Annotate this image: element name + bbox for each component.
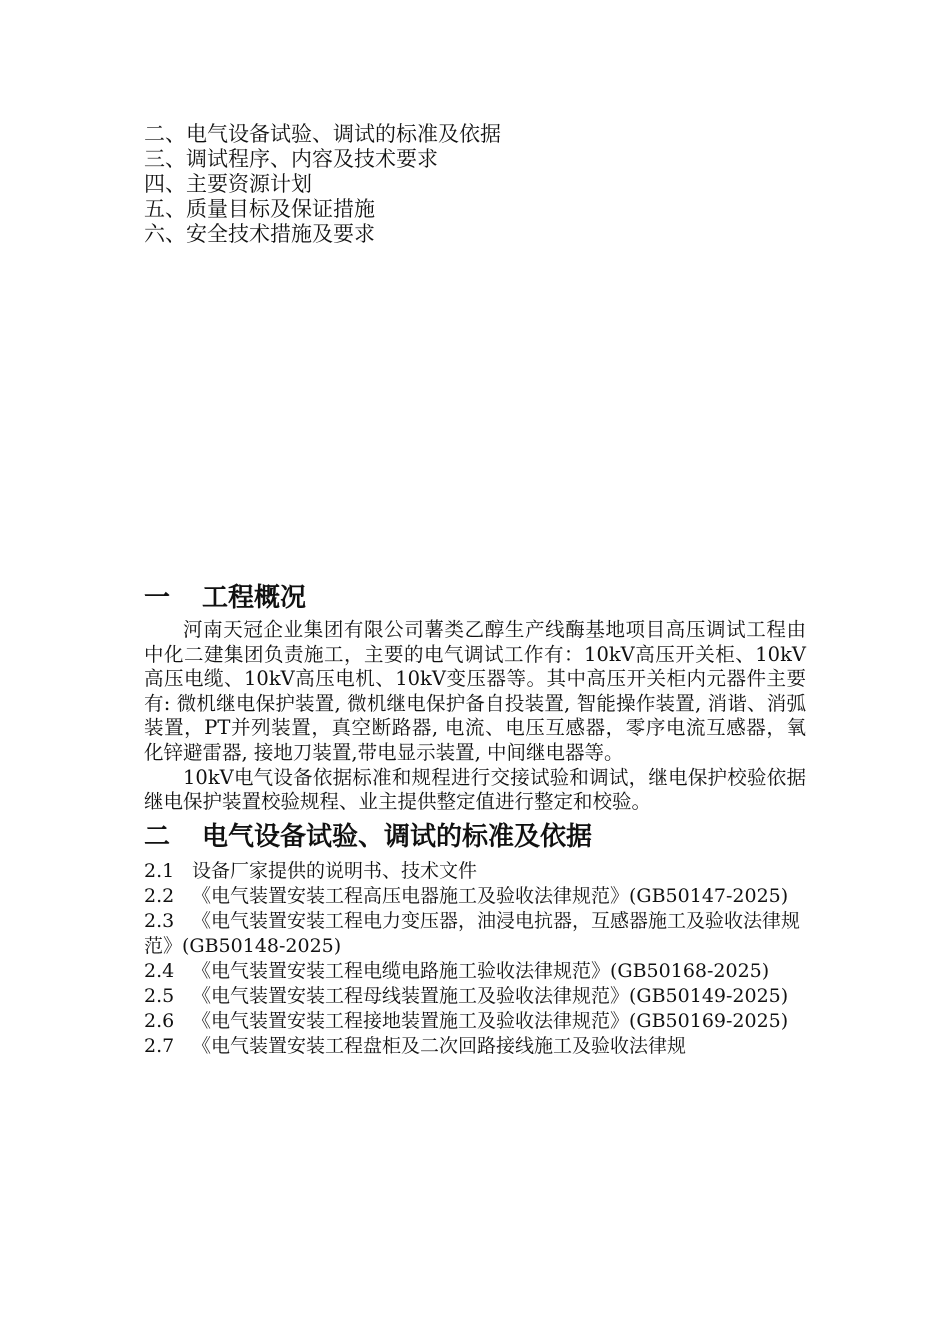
item-text: 《电气装置安装工程电缆电路施工验收法律规范》(GB50168-2025) <box>192 959 770 982</box>
section-heading-standards <box>144 815 806 859</box>
list-item <box>144 1009 806 1034</box>
list-item <box>144 909 806 959</box>
section-number: 二 <box>144 821 171 852</box>
list-item <box>144 1034 806 1059</box>
section-number: 一 <box>144 583 171 613</box>
overview-paragraph: 河南天冠企业集团有限公司薯类乙醇生产线酶基地项目高压调试工程由中化二建集团负责施工，主要的电气调试工作有：10kV高压开关柜、10kV高压电缆、10kV高压电机、10kV变压器等。其中高压开关柜内元器件主要有: 微机继电保护装置, 微机继电保护备自投装置, 智能操作装置, 消谐、消弧装置，PT并列装置，真空断路器, 电流、电压互感器，零序电流互感器，氧化锌避雷器, 接地刀装置,带电显示装置, 中间继电器等。 <box>144 618 806 764</box>
item-number: 2.2 <box>144 884 175 907</box>
toc-item: 二、电气设备试验、调试的标准及依据 <box>144 122 501 146</box>
toc-item: 五、质量目标及保证措施 <box>144 197 375 221</box>
toc-item: 三、调试程序、内容及技术要求 <box>144 147 438 171</box>
item-text: 《电气装置安装工程接地装置施工及验收法律规范》(GB50169-2025) <box>192 1009 789 1032</box>
item-number: 2.5 <box>144 984 175 1007</box>
item-text: 《电气装置安装工程电力变压器，油浸电抗器，互感器施工及验收法律规范》(GB50148-2025) <box>144 909 801 957</box>
overview-paragraph: 10kV电气设备依据标准和规程进行交接试验和调试，继电保护校验依据继电保护装置校验规程、业主提供整定值进行整定和校验。 <box>144 765 806 814</box>
item-number: 2.1 <box>144 859 175 882</box>
list-item <box>144 859 806 884</box>
item-text: 《电气装置安装工程高压电器施工及验收法律规范》(GB50147-2025) <box>192 884 789 907</box>
document-body <box>144 578 806 1059</box>
list-item <box>144 984 806 1009</box>
item-number: 2.7 <box>144 1034 175 1057</box>
table-of-contents <box>144 122 804 247</box>
item-number: 2.6 <box>144 1009 175 1032</box>
item-text: 《电气装置安装工程母线装置施工及验收法律规范》(GB50149-2025) <box>192 984 789 1007</box>
toc-item: 六、安全技术措施及要求 <box>144 222 375 246</box>
list-item <box>144 959 806 984</box>
section-heading-overview <box>144 578 806 618</box>
item-text: 《电气装置安装工程盘柜及二次回路接线施工及验收法律规 <box>192 1034 687 1057</box>
section-title: 电气设备试验、调试的标准及依据 <box>202 821 593 852</box>
section-title: 工程概况 <box>202 583 307 613</box>
item-number: 2.4 <box>144 959 175 982</box>
list-item <box>144 884 806 909</box>
item-text: 设备厂家提供的说明书、技术文件 <box>192 859 478 882</box>
toc-item: 四、主要资源计划 <box>144 172 312 196</box>
standards-list <box>144 859 806 1059</box>
item-number: 2.3 <box>144 909 175 932</box>
